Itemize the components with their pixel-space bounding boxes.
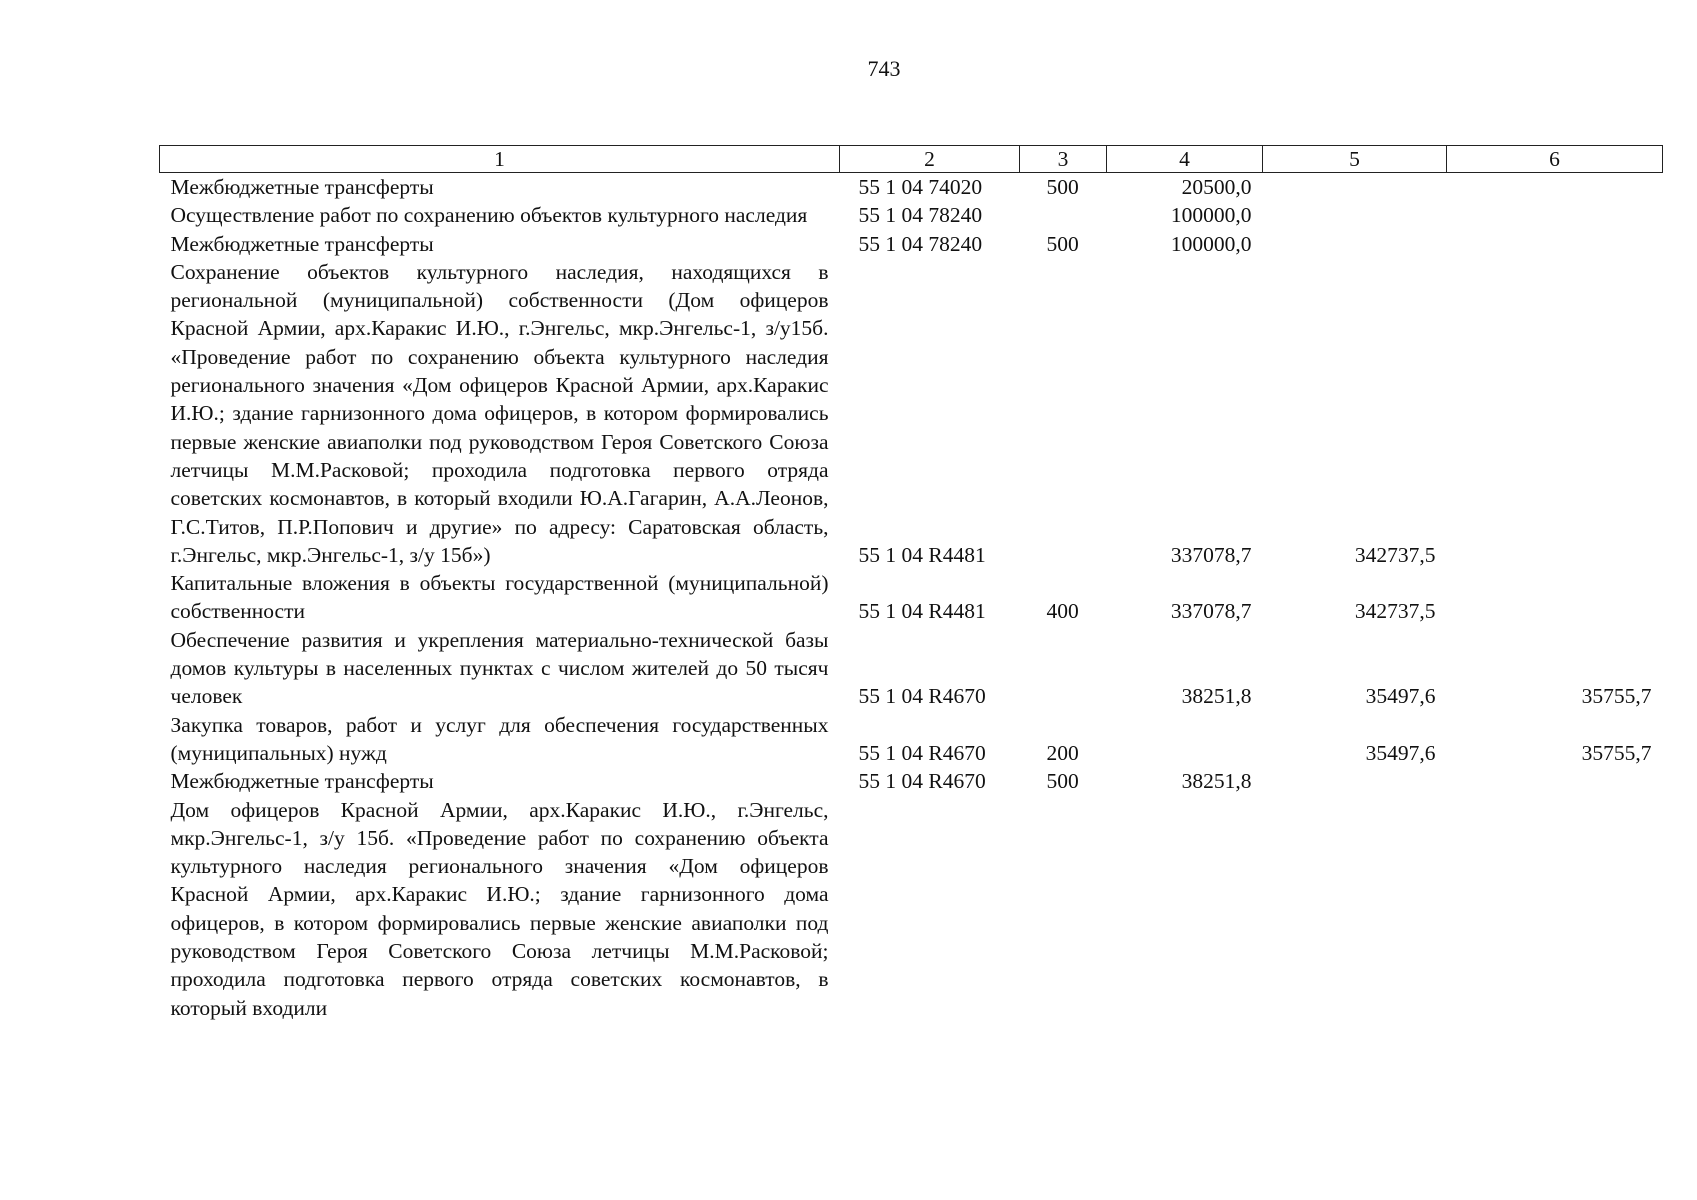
row-expense-type <box>1020 201 1107 229</box>
row-value-col4: 100000,0 <box>1170 231 1252 256</box>
row-expense-type <box>1020 796 1107 1022</box>
row-target-code: 55 1 04 R4670 <box>858 684 986 709</box>
row-value-col5: 35497,6 <box>1365 684 1436 709</box>
table-row <box>160 258 1663 569</box>
row-value-col6 <box>1447 173 1663 202</box>
row-value-col5 <box>1263 767 1447 795</box>
page-number: 743 <box>867 56 901 81</box>
row-value-col6: 35755,7 <box>1581 740 1652 765</box>
row-value-col6 <box>1447 569 1663 626</box>
table-row <box>160 711 1663 768</box>
row-value-col6 <box>1447 258 1663 569</box>
table-row <box>160 626 1663 711</box>
column-header-4: 4 <box>1107 146 1263 173</box>
table-row <box>160 173 1663 202</box>
row-value-col6 <box>1447 230 1663 258</box>
row-expense-type: 200 <box>1046 740 1079 765</box>
row-name: Сохранение объектов культурного наследия, находящихся в региональной (муниципальной) собственности (Дом офицеров Красной Армии, арх.Каракис И.Ю., г.Энгельс, мкр.Энгельс-1, з/у15б. «Проведение работ по сохранению объекта культурного наследия регионального значения «Дом офицеров Красной Армии, арх.Каракис И.Ю.; здание гарнизонного дома офицеров, в котором формировались первые женские авиаполки под руководством Героя Советского Союза летчицы М.М.Расковой; проходила подготовка первого отряда советских космонавтов, в который входили Ю.А.Гагарин, А.А.Леонов, Г.С.Титов, П.Р.Попович и другие» по адресу: Саратовская область, г.Энгельс, мкр.Энгельс-1, з/у 15б») <box>170 259 829 567</box>
table-row <box>160 230 1663 258</box>
row-value-col5: 342737,5 <box>1354 542 1436 567</box>
column-header-2: 2 <box>840 146 1020 173</box>
row-value-col5 <box>1263 230 1447 258</box>
table-body <box>160 173 1663 1022</box>
row-name: Осуществление работ по сохранению объектов культурного наследия <box>170 203 808 228</box>
row-value-col6 <box>1447 796 1663 1022</box>
row-value-col6 <box>1447 201 1663 229</box>
row-name: Обеспечение развития и укрепления материально-технической базы домов культуры в населенных пунктах с числом жителей до 50 тысяч человек <box>170 627 829 709</box>
row-name: Межбюджетные трансферты <box>170 231 434 256</box>
row-value-col4: 337078,7 <box>1170 542 1252 567</box>
row-value-col5 <box>1263 796 1447 1022</box>
row-target-code: 55 1 04 R4670 <box>858 740 986 765</box>
row-target-code: 55 1 04 R4670 <box>858 769 986 794</box>
row-value-col6 <box>1447 767 1663 795</box>
row-value-col5 <box>1263 201 1447 229</box>
row-value-col5: 35497,6 <box>1365 740 1436 765</box>
table-row <box>160 767 1663 795</box>
row-value-col6: 35755,7 <box>1581 684 1652 709</box>
row-expense-type: 400 <box>1046 599 1079 624</box>
row-value-col4: 20500,0 <box>1181 175 1252 199</box>
column-header-6: 6 <box>1447 146 1663 173</box>
row-value-col5: 342737,5 <box>1354 599 1436 624</box>
row-value-col4: 38251,8 <box>1181 684 1252 709</box>
table-header <box>160 146 1663 173</box>
row-target-code <box>840 796 1020 1022</box>
row-name: Дом офицеров Красной Армии, арх.Каракис И.Ю., г.Энгельс, мкр.Энгельс-1, з/у 15б. «Проведение работ по сохранению объекта культурного наследия регионального значения «Дом офицеров Красной Армии, арх.Каракис И.Ю.; здание гарнизонного дома офицеров, в котором формировались первые женские авиаполки под руководством Героя Советского Союза летчицы М.М.Расковой; проходила подготовка первого отряда советских космонавтов, в который входили <box>170 797 829 1020</box>
row-name: Межбюджетные трансферты <box>170 769 434 794</box>
row-target-code: 55 1 04 R4481 <box>858 599 986 624</box>
table-row <box>160 569 1663 626</box>
row-name: Капитальные вложения в объекты государственной (муниципальной) собственности <box>170 571 829 624</box>
table-row <box>160 796 1663 1022</box>
table-row <box>160 201 1663 229</box>
column-header-5: 5 <box>1263 146 1447 173</box>
row-expense-type: 500 <box>1046 175 1079 199</box>
header-row <box>160 146 1663 173</box>
row-value-col4: 100000,0 <box>1170 203 1252 228</box>
row-target-code: 55 1 04 78240 <box>858 203 983 228</box>
row-value-col4 <box>1107 711 1263 768</box>
row-expense-type: 500 <box>1046 231 1079 256</box>
row-value-col4: 38251,8 <box>1181 769 1252 794</box>
row-expense-type: 500 <box>1046 769 1079 794</box>
row-value-col4 <box>1107 796 1263 1022</box>
column-header-1: 1 <box>160 146 840 173</box>
row-value-col4: 337078,7 <box>1170 599 1252 624</box>
column-header-3: 3 <box>1020 146 1107 173</box>
row-target-code: 55 1 04 74020 <box>858 175 983 199</box>
row-target-code: 55 1 04 78240 <box>858 231 983 256</box>
row-expense-type <box>1020 258 1107 569</box>
row-target-code: 55 1 04 R4481 <box>858 542 986 567</box>
row-expense-type <box>1020 626 1107 711</box>
row-value-col5 <box>1263 173 1447 202</box>
row-name: Закупка товаров, работ и услуг для обеспечения государственных (муниципальных) нужд <box>170 712 829 765</box>
budget-table <box>159 145 1663 1022</box>
row-name: Межбюджетные трансферты <box>170 175 434 199</box>
